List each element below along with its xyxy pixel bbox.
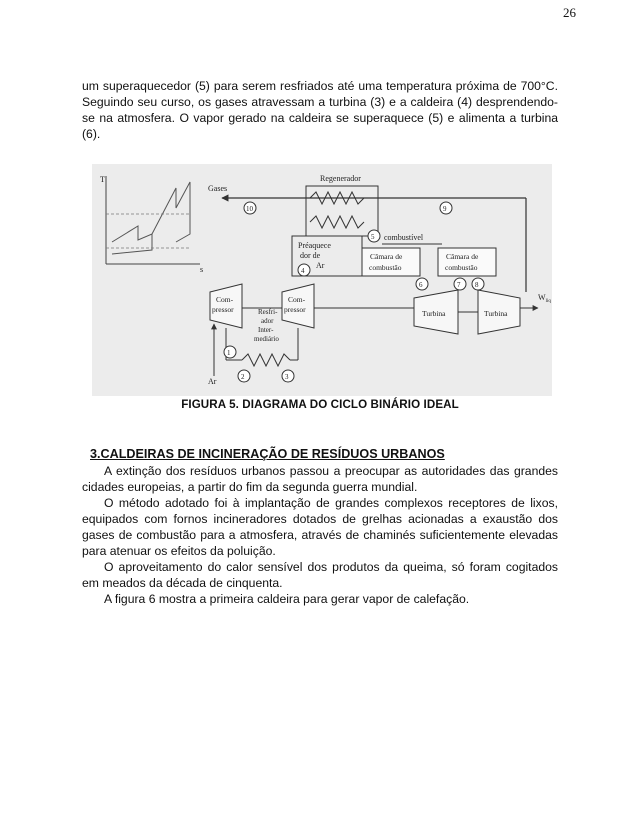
turbina1-label: Turbina <box>422 309 446 318</box>
resfriador-line3: Inter- <box>258 326 274 334</box>
compressor2-line2: pressor <box>284 305 306 314</box>
camara2-line1: Câmara de <box>446 252 479 261</box>
resfriador-line2: ador <box>261 317 274 325</box>
resfriador-line4: mediário <box>254 335 279 343</box>
camara2-line2: combustão <box>445 263 478 272</box>
section-paragraph: O método adotado foi à implantação de grandes complexos receptores de lixos, equipados com fornos incineradores dotados de grelhas acionadas a exaustão dos gases de combustão para a atmosfera, através de chaminés suficientemente elevadas para atenuar os efeitos da poluição. <box>82 496 558 558</box>
compressor1-line2: pressor <box>212 305 234 314</box>
node-3: 3 <box>285 373 289 381</box>
node-10: 10 <box>246 205 253 213</box>
section-title: 3.CALDEIRAS DE INCINERAÇÃO DE RESÍDUOS URBANOS <box>90 447 445 461</box>
node-1: 1 <box>227 349 231 357</box>
compressor1-line1: Com- <box>216 295 234 304</box>
node-7: 7 <box>457 281 461 289</box>
node-4: 4 <box>301 267 305 275</box>
node-9: 9 <box>443 205 447 213</box>
section-paragraph: O aproveitamento do calor sensível dos produtos da queima, só foram cogitados em meados da década de cinquenta. <box>82 560 558 590</box>
node-8: 8 <box>475 281 479 289</box>
binary-cycle-diagram <box>92 164 552 396</box>
regenerador-label: Regenerador <box>320 174 361 183</box>
figure-diagram <box>92 164 552 396</box>
turbina2-label: Turbina <box>484 309 508 318</box>
gases-label: Gases <box>208 184 228 193</box>
node-5: 5 <box>371 233 375 241</box>
preaquecedor-line3: Ar <box>316 261 325 270</box>
section-paragraph: A figura 6 mostra a primeira caldeira para gerar vapor de calefação. <box>104 592 470 606</box>
intro-paragraph: um superaquecedor (5) para serem resfriados até uma temperatura próxima de 700°C. Seguindo seu curso, os gases atravessam a turbina (3) e a caldeira (4) desprendendo-se na atmosfera. O vapor gerado na caldeira se superaquece (5) e alimenta a turbina (6). <box>82 79 558 141</box>
compressor2-line1: Com- <box>288 295 306 304</box>
work-subscript: liq <box>545 299 551 304</box>
combustivel-label: combustível <box>384 233 424 242</box>
axis-t-label: T <box>100 175 105 184</box>
ar-label: Ar <box>208 377 217 386</box>
camara1-line2: combustão <box>369 263 402 272</box>
camara1-line1: Câmara de <box>370 252 403 261</box>
axis-s-label: s <box>200 265 204 274</box>
figure-caption: FIGURA 5. DIAGRAMA DO CICLO BINÁRIO IDEAL <box>181 398 459 411</box>
page-number: 26 <box>563 5 576 20</box>
work-symbol: W <box>538 293 546 302</box>
section-body <box>82 463 558 607</box>
node-2: 2 <box>241 373 245 381</box>
resfriador-line1: Resfri- <box>258 308 278 316</box>
node-6: 6 <box>419 281 423 289</box>
preaquecedor-line2: dor de <box>300 251 321 260</box>
preaquecedor-line1: Préaquece <box>298 241 331 250</box>
section-paragraph: A extinção dos resíduos urbanos passou a preocupar as autoridades das grandes cidades europeias, a partir do fim da segunda guerra mundial. <box>82 464 558 494</box>
